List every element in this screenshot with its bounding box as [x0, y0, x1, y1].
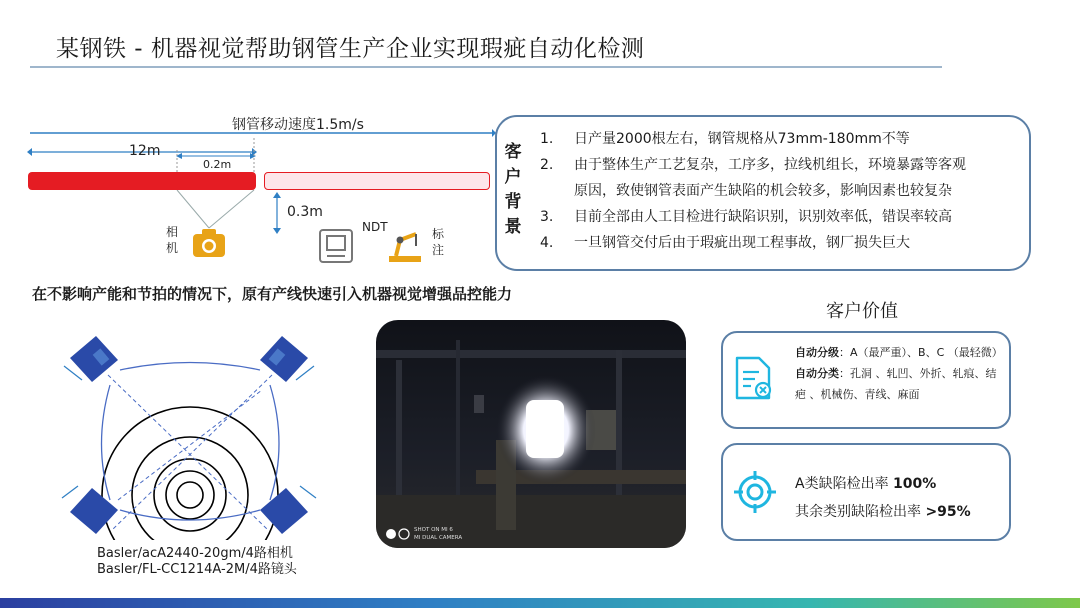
target-icon: [733, 470, 777, 514]
customer-background-heading: 客户背景: [504, 142, 522, 237]
pipe-diagram-lines: [26, 110, 496, 270]
list-item: 4. 一旦钢管交付后由于瑕疵出现工程事故，钢厂损失巨大: [540, 235, 910, 251]
footer-gradient-bar: [0, 598, 1080, 608]
customer-value-title: 客户价值: [826, 301, 898, 322]
auto-classification-text: 自动分级：A（最严重）、B、C （最轻微） 自动分类：孔洞 、轧凹、外折、轧痕、结疤 、机械伤、青线、麻面: [795, 346, 1003, 401]
class-label: 自动分类: [795, 367, 839, 380]
document-check-icon: [733, 356, 775, 402]
steel-pipe-inspected: [28, 172, 256, 190]
camera-spec: Basler/acA2440-20gm/4路相机: [97, 546, 293, 561]
list-item: 1. 日产量2000根左右，钢管规格从73mm-180mm不等: [540, 131, 910, 147]
section-subheading: 在不影响产能和节拍的情况下，原有产线快速引入机器视觉增强品控能力: [32, 285, 513, 303]
grade-label: 自动分级: [795, 346, 839, 359]
page-title: 某钢铁 - 机器视觉帮助钢管生产企业实现瑕疵自动化检测: [56, 36, 645, 62]
camera-layout-diagram: [48, 330, 332, 540]
rate-a-value: 100%: [893, 476, 937, 492]
camera-spec-caption: [97, 546, 297, 578]
list-item: 2. 由于整体生产工艺复杂，工序多，拉线机组长，环境暴露等客观: [540, 157, 966, 173]
ndt-device-icon: [318, 228, 354, 264]
factory-photo: [376, 320, 686, 548]
detection-rate-text: A类缺陷检出率 100% 其余类别缺陷检出率 >95%: [795, 476, 971, 520]
title-divider: [30, 66, 942, 68]
ndt-label: NDT: [362, 220, 388, 234]
lens-spec: Basler/FL-CC1214A-2M/4路镜头: [97, 562, 297, 577]
marking-robot-icon: [386, 226, 424, 264]
speed-label: 钢管移动速度1.5m/s: [232, 117, 364, 133]
photo-watermark: SHOT ON MI 6 MI DUAL CAMERA: [414, 527, 463, 541]
customer-background-list: [540, 126, 1020, 256]
length-02m-label: 0.2m: [203, 158, 232, 171]
camera-label: 相机: [166, 225, 179, 255]
length-12m-label: 12m: [129, 143, 161, 159]
steel-pipe-next: [264, 172, 490, 190]
factory-photo-image: [376, 320, 686, 548]
mark-label: 标注: [432, 227, 445, 257]
gap-03m-label: 0.3m: [287, 204, 323, 220]
list-item: 原因，致使钢管表面产生缺陷的机会较多，影响因素也较复杂: [574, 183, 952, 199]
camera-icon: [192, 228, 226, 258]
pipe-diagram: [26, 110, 496, 270]
rate-other-value: >95%: [925, 504, 971, 520]
list-item: 3. 目前全部由人工目检进行缺陷识别，识别效率低，错误率较高: [540, 209, 952, 225]
